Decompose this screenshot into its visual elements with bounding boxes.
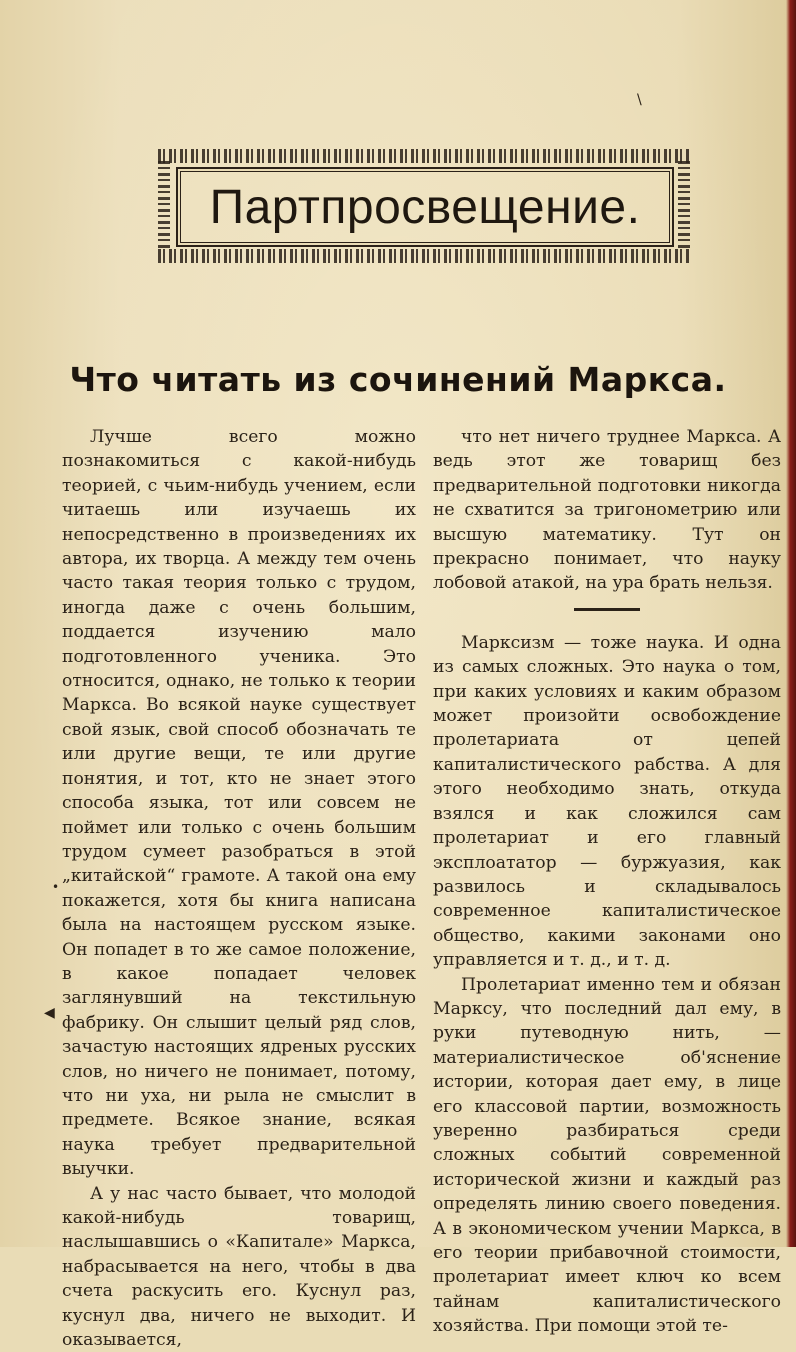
margin-dot-mark: • bbox=[52, 880, 60, 894]
section-header-frame bbox=[158, 145, 690, 267]
page-edge bbox=[786, 0, 796, 1247]
section-header-title: Партпросвещение. bbox=[209, 180, 641, 234]
left-paragraph-1: Лучше всего можно познакомиться с какой-нибудь теорией, с чьим-нибудь учением, если читаешь или изучаешь их непосредственно в произведениях их автора, их творца. А между тем очень часто такая теория только с трудом, иногда даже с очень большим, поддается изучению мало подготовленного ученика. Это относится, однако, не только к теории Маркса. Во всякой науке существует свой язык, свой способ обозначать те или другие вещи, те или другие понятия, и тот, кто не знает этого способа языка, тот или совсем не поймет или только с очень большим трудом сумеет разобраться в этой „китайской“ грамоте. А такой она ему покажется, хотя бы книга написана была на настоящем русском языке. Он попадет в то же самое положение, в какое попадает человек заглянувший на текстильную фабрику. Он слышит целый ряд слов, зачастую настоящих ядреных русских слов, но ничего не понимает, потому, что ни уха, ни рыла не смыслит в предмете. Всякое знание, всякая наука требует предварительной выучки. bbox=[62, 427, 416, 1180]
section-divider bbox=[574, 608, 640, 611]
left-column bbox=[62, 425, 416, 1352]
right-paragraph-2: Марксизм — тоже наука. И одна из самых сложных. Это наука о том, при каких условиях и каким образом может произойти освобождение пролетариата от цепей капиталистического рабства. А для этого необходимо знать, откуда взялся и как сложился сам пролетариат и его главный эксплоататор — буржуазия, как развилось и складывалось современное капиталистическое общество, какими законами оно управляется и т. д., и т. д. bbox=[433, 632, 781, 971]
right-paragraph-1: что нет ничего труднее Маркса. А ведь этот же товарищ без предварительной подготовки никогда не схватится за тригонометрию или высшую математику. Тут он прекрасно понимает, что науку лобовой атакой, на ура брать нельзя. bbox=[433, 427, 781, 594]
speck-mark: \ bbox=[637, 92, 642, 108]
ornament-right bbox=[678, 161, 690, 249]
ornament-bottom bbox=[158, 249, 690, 263]
right-column bbox=[433, 425, 781, 1339]
left-paragraph-2: А у нас часто бывает, что молодой какой-нибудь товарищ, наслышавшись о «Капитале» Маркса, набрасывается на него, чтобы в два счета раскусить его. Куснул раз, куснул два, ничего не выходит. И оказывается, bbox=[62, 1183, 416, 1351]
article-title: Что читать из сочинений Маркса. bbox=[69, 360, 727, 399]
margin-arrow-mark: ◀ bbox=[44, 1005, 55, 1021]
right-paragraph-3: Пролетариат именно тем и обязан Марксу, что последний дал ему, в руки путеводную нить, — материалистическое об'яснение истории, которая дает ему, в лице его классовой партии, возможность уверенно разбираться среди сложных событий современной исторической жизни и каждый раз определять линию своего поведения. А в экономическом учении Маркса, в его теории прибавочной стоимости, пролетариат имеет ключ ко всем тайнам капиталистического хозяйства. При помощи этой те- bbox=[433, 974, 781, 1337]
ornament-top bbox=[158, 149, 690, 163]
ornament-left bbox=[158, 161, 170, 249]
